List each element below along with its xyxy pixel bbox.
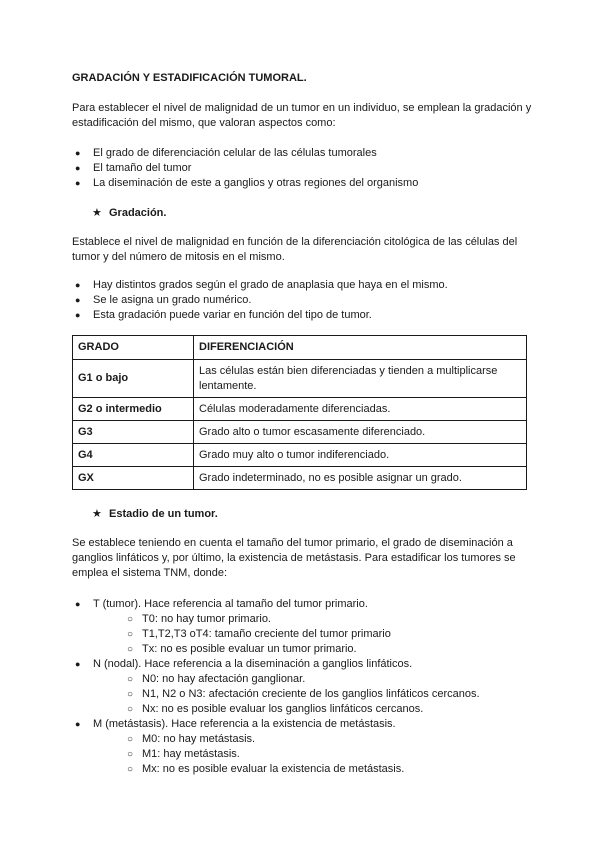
list-item: ● El tamaño del tumor [72,161,542,176]
table-cell: Grado indeterminado, no es posible asignar un grado. [194,467,527,490]
list-item: ● Esta gradación puede variar en función del tipo de tumor. [72,308,542,323]
table-row [73,421,527,444]
sub-list-item: ○ N0: no hay afectación ganglionar. [72,672,542,687]
section-heading-gradacion [92,206,166,221]
list-item: ● El grado de diferenciación celular de las células tumorales [72,146,542,161]
gradacion-bullet-list [72,278,542,323]
table-row [73,444,527,467]
table-header-cell: DIFERENCIACIÓN [194,336,527,360]
table-cell: GX [73,467,194,490]
table-cell: Las células están bien diferenciadas y tienden a multiplicarse lentamente. [194,360,527,398]
sub-list-item: ○ M0: no hay metástasis. [72,732,542,747]
grade-table [72,335,527,490]
list-item-t: ● T (tumor). Hace referencia al tamaño del tumor primario. [72,597,542,612]
section-heading-estadio [92,507,218,522]
star-icon: ★ [92,207,102,219]
table-row [73,398,527,421]
sub-list-item: ○ M1: hay metástasis. [72,747,542,762]
list-item: ● Se le asigna un grado numérico. [72,293,542,308]
table-cell: Grado alto o tumor escasamente diferenciado. [194,421,527,444]
list-item-n: ● N (nodal). Hace referencia a la diseminación a ganglios linfáticos. [72,657,542,672]
tnm-list [72,597,542,777]
table-cell: G2 o intermedio [73,398,194,421]
table-cell: G1 o bajo [73,360,194,398]
intro-bullet-list [72,146,542,191]
list-item: ● La diseminación de este a ganglios y otras regiones del organismo [72,176,542,191]
table-header-row [73,336,527,360]
list-item-m: ● M (metástasis). Hace referencia a la existencia de metástasis. [72,717,542,732]
list-item: ● Hay distintos grados según el grado de anaplasia que haya en el mismo. [72,278,542,293]
sub-list-item: ○ Tx: no es posible evaluar un tumor primario. [72,642,542,657]
section-heading-label: Gradación. [109,207,167,219]
table-row [73,467,527,490]
gradacion-paragraph: Establece el nivel de malignidad en función de la diferenciación citológica de las células del tumor y del número de mitosis en el mismo. [72,236,518,263]
star-icon: ★ [92,508,102,520]
table-cell: Células moderadamente diferenciadas. [194,398,527,421]
sub-list-item: ○ Nx: no es posible evaluar los ganglios linfáticos cercanos. [72,702,542,717]
table-cell: Grado muy alto o tumor indiferenciado. [194,444,527,467]
intro-paragraph: Para establecer el nivel de malignidad de un tumor en un individuo, se emplean la gradación y estadificación del mismo, que valoran aspectos como: [72,102,532,129]
sub-list-item: ○ T1,T2,T3 oT4: tamaño creciente del tumor primario [72,627,542,642]
sub-list-item: ○ Mx: no es posible evaluar la existencia de metástasis. [72,762,542,777]
estadio-paragraph: Se establece teniendo en cuenta el tamaño del tumor primario, el grado de diseminación a ganglios linfáticos y, por último, la existencia de metástasis. Para estadificar los tumores se emplea el sistema TNM, donde: [72,537,516,579]
table-cell: G4 [73,444,194,467]
sub-list-item: ○ T0: no hay tumor primario. [72,612,542,627]
table-header-cell: GRADO [73,336,194,360]
table-row [73,360,527,398]
sub-list-item: ○ N1, N2 o N3: afectación creciente de los ganglios linfáticos cercanos. [72,687,542,702]
table-cell: G3 [73,421,194,444]
document-title: GRADACIÓN Y ESTADIFICACIÓN TUMORAL. [72,72,307,84]
section-heading-label: Estadio de un tumor. [109,508,218,520]
